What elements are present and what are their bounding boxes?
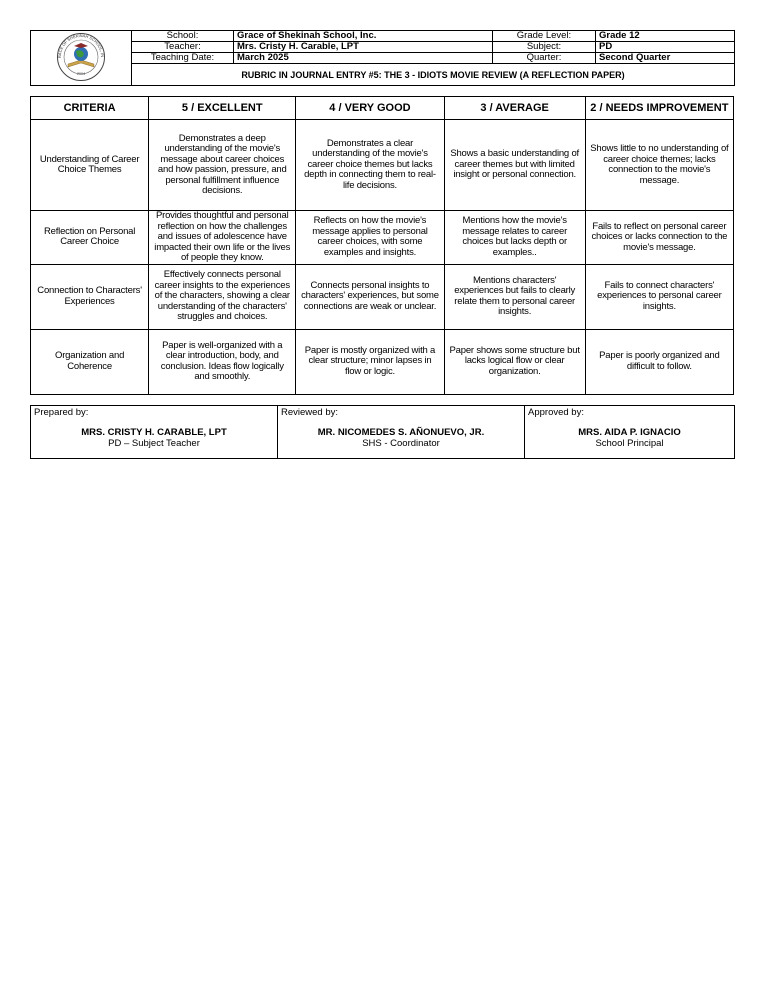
very-good-cell: Connects personal insights to characters' experiences, but some connections are weak or unclear. [296,264,444,329]
average-cell: Paper shows some structure but lacks logical flow or clear organization. [444,329,585,394]
subject-value: PD [596,42,735,53]
rubric-title: RUBRIC IN JOURNAL ENTRY #5: THE 3 - IDIOTS MOVIE REVIEW (A REFLECTION PAPER) [132,64,735,86]
very-good-cell: Demonstrates a clear understanding of the movie's career choice themes but lacks depth in connecting them to real-life decisions. [296,120,444,211]
teacher-label: Teacher: [132,42,234,53]
school-seal-icon [56,32,106,82]
excellent-cell: Provides thoughtful and personal reflection on how the challenges and issues of adolescence have impacted their own life or the lives of people they know. [149,211,296,265]
school-logo-cell [31,31,132,86]
very-good-cell: Reflects on how the movie's message applies to personal career choices, with some examples and insights. [296,211,444,265]
prepared-by-cell [31,405,278,458]
prepared-by-label: Prepared by: [34,406,89,418]
rubric-document [30,30,734,459]
seal-year-text: 2004 [77,71,85,76]
criteria-cell: Organization and Coherence [31,329,149,394]
excellent-cell: Effectively connects personal career insights to the experiences of the characters, showing a clear understanding of the characters' struggles and choices. [149,264,296,329]
excellent-cell: Paper is well-organized with a clear introduction, body, and conclusion. Ideas flow logically and smoothly. [149,329,296,394]
average-cell: Shows a basic understanding of career themes but with limited insight or personal connection. [444,120,585,211]
table-row [31,329,734,394]
school-label: School: [132,31,234,42]
reviewed-by-position: SHS - Coordinator [362,437,440,449]
subject-label: Subject: [493,42,596,53]
header-table [30,30,735,86]
quarter-value: Second Quarter [596,53,735,64]
teaching-date-label: Teaching Date: [132,53,234,64]
needs-improvement-cell: Shows little to no understanding of career choice themes; lacks connection to the movie's message. [585,120,733,211]
table-row [31,120,734,211]
teaching-date-value: March 2025 [234,53,493,64]
reviewed-by-label: Reviewed by: [281,406,339,418]
approved-by-label: Approved by: [528,406,584,418]
criteria-cell: Understanding of Career Choice Themes [31,120,149,211]
reviewed-by-cell [278,405,525,458]
very-good-header: 4 / VERY GOOD [296,97,444,120]
prepared-by-position: PD – Subject Teacher [108,437,200,449]
needs-improvement-cell: Fails to connect characters' experiences to personal career insights. [585,264,733,329]
approved-by-cell [525,405,735,458]
signature-table [30,405,735,459]
approved-by-name: MRS. AIDA P. IGNACIO [578,426,681,438]
excellent-header: 5 / EXCELLENT [149,97,296,120]
grade-label: Grade Level: [493,31,596,42]
needs-improvement-cell: Paper is poorly organized and difficult to follow. [585,329,733,394]
criteria-cell: Connection to Characters' Experiences [31,264,149,329]
needs-improvement-cell: Fails to reflect on personal career choices or lacks connection to the movie's message. [585,211,733,265]
average-cell: Mentions how the movie's message relates to career choices but lacks depth or examples.. [444,211,585,265]
school-value: Grace of Shekinah School, Inc. [234,31,493,42]
grade-value: Grade 12 [596,31,735,42]
prepared-by-name: MRS. CRISTY H. CARABLE, LPT [81,426,227,438]
average-cell: Mentions characters' experiences but fails to clearly relate them to personal career insights. [444,264,585,329]
table-row [31,211,734,265]
excellent-cell: Demonstrates a deep understanding of the movie's message about career choices and how passion, pressure, and personal fulfillment influence decisions. [149,120,296,211]
average-header: 3 / AVERAGE [444,97,585,120]
quarter-label: Quarter: [493,53,596,64]
seal-ring-text: RACE OF SHEKINAH SCHOOL, IN [56,32,106,58]
table-row [31,264,734,329]
teacher-value: Mrs. Cristy H. Carable, LPT [234,42,493,53]
approved-by-position: School Principal [595,437,664,449]
reviewed-by-name: MR. NICOMEDES S. AÑONUEVO, JR. [317,426,485,438]
rubric-header-row [31,97,734,120]
criteria-header: CRITERIA [31,97,149,120]
very-good-cell: Paper is mostly organized with a clear structure; minor lapses in flow or logic. [296,329,444,394]
needs-improvement-header: 2 / NEEDS IMPROVEMENT [585,97,733,120]
criteria-cell: Reflection on Personal Career Choice [31,211,149,265]
rubric-table [30,96,734,395]
